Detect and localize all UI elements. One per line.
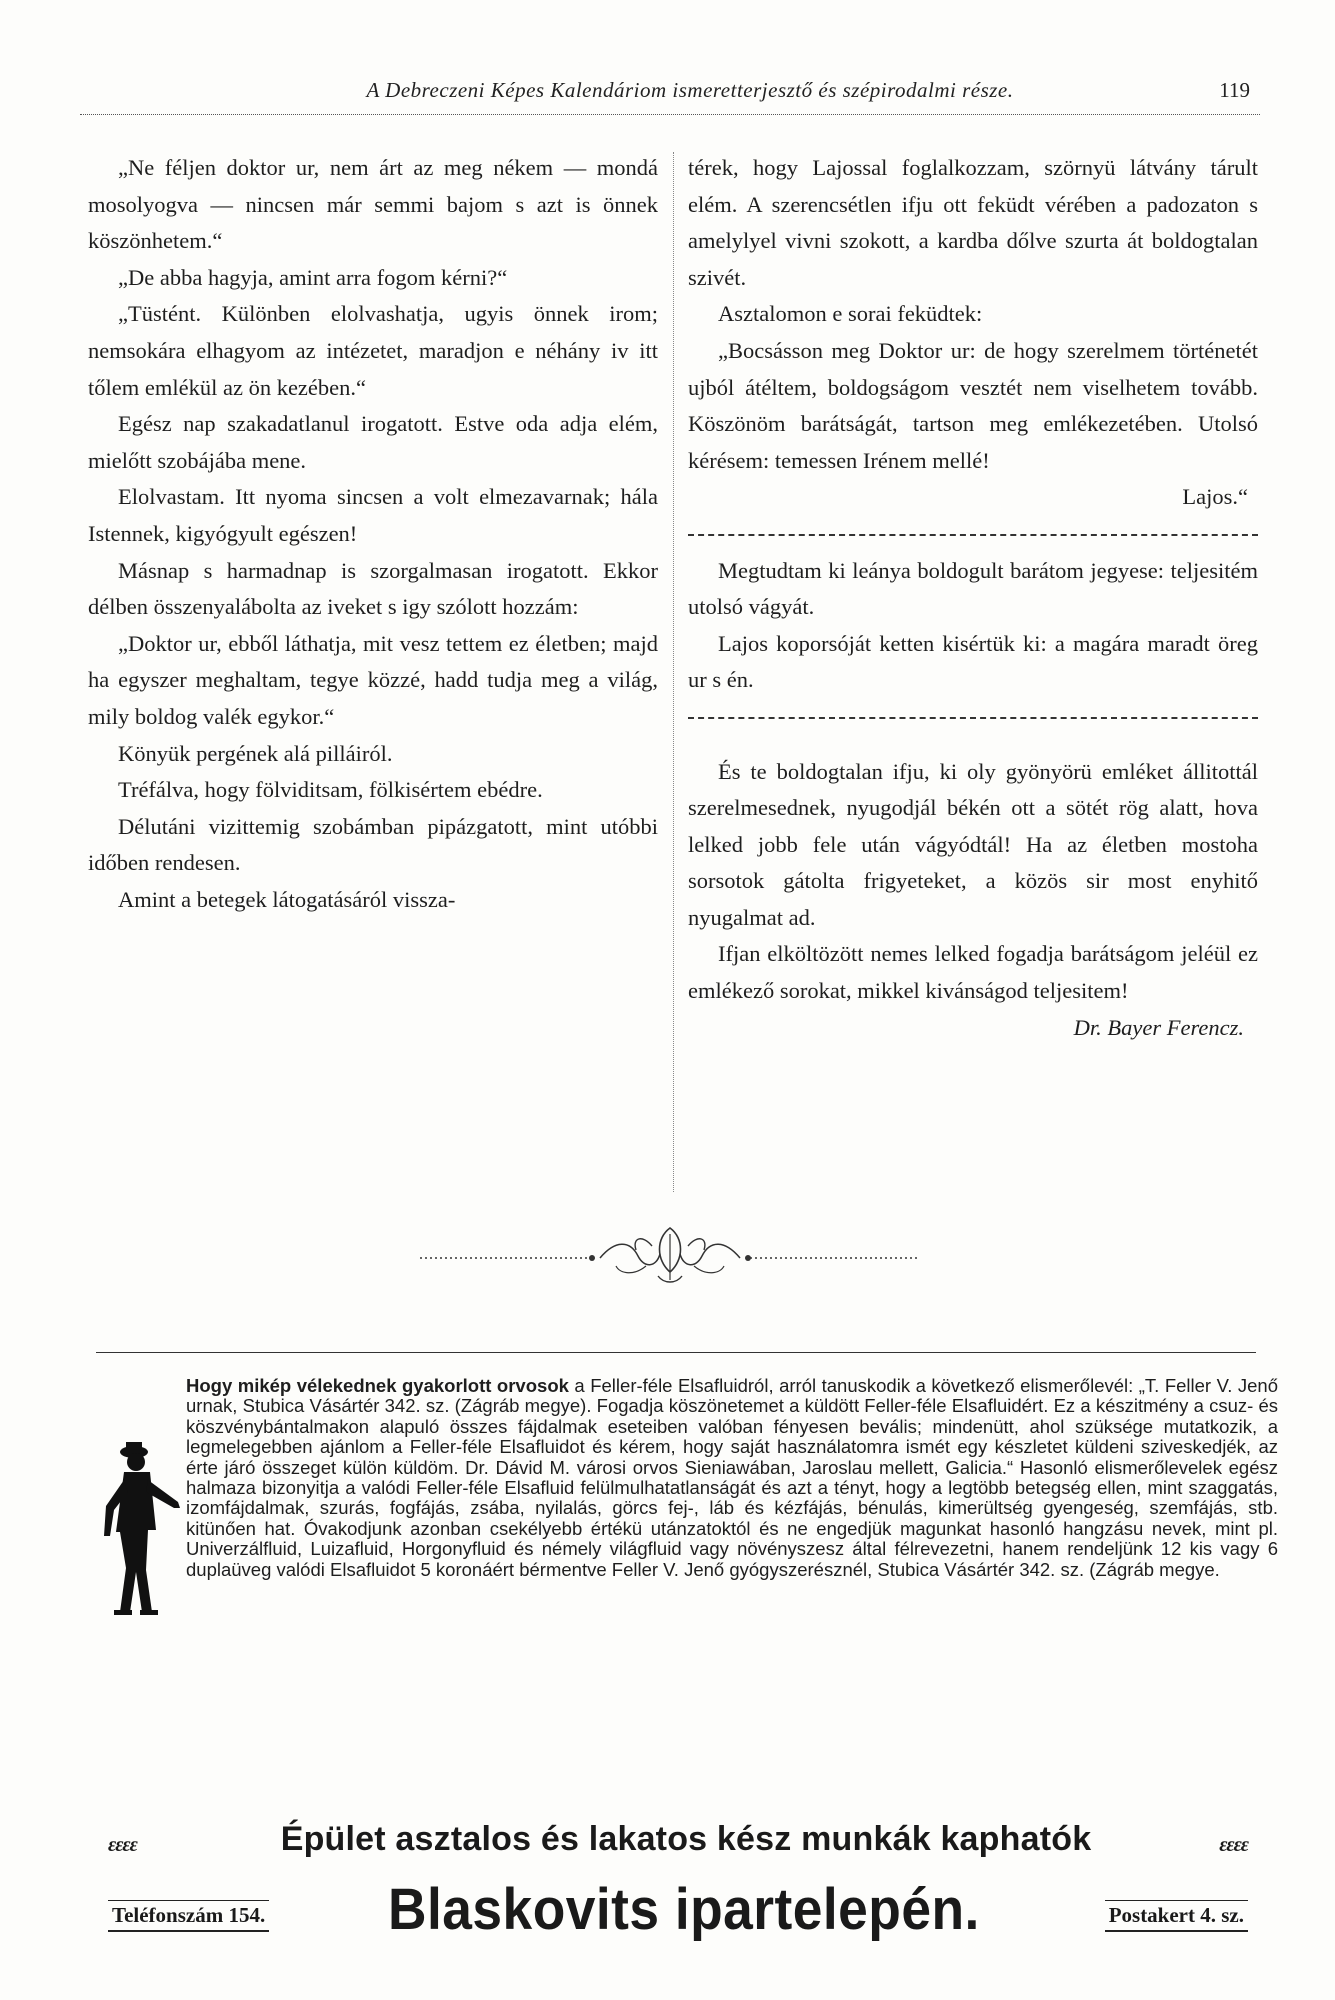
letter-text: „Bocsásson meg Doktor ur: de hogy szerelmem történetét ujból átéltem, boldogságom vesztét nem viselhetem tovább. Köszönöm barátságát, tartson meg emlékezetében. Utolsó kérésem: temessen Irénem mellé! — [688, 337, 1258, 473]
paragraph: Délutáni vizittemig szobámban pipázgatott, mint utóbbi időben rendesen. — [88, 813, 658, 876]
paragraph: Másnap s harmadnap is szorgalmasan irogatott. Ekkor délben összenyalábolta az iveket s igy szólott hozzám: — [88, 557, 658, 620]
paragraph: „De abba hagyja, amint arra fogom kérni?“ — [118, 264, 508, 290]
dashed-separator — [688, 699, 1258, 736]
paragraph: Ifjan elköltözött nemes lelked fogadja barátságom jeléül ez emlékező sorokat, mikkel kivánságod teljesitem! — [688, 941, 1258, 1004]
decorative-glyphs: ɛɛɛɛ — [1219, 1834, 1248, 1856]
elsafluid-advert — [96, 1376, 1278, 1600]
paragraph: Könyük pergének alá pilláiról. — [118, 740, 393, 766]
ornament-icon — [420, 1220, 920, 1290]
column-divider — [673, 152, 674, 1192]
advert-lead: Hogy mikép vélekednek gyakorlott orvosok — [186, 1375, 569, 1396]
paragraph: térek, hogy Lajossal foglalkozzam, szörnyü látvány tárult elém. A szerencsétlen ifju ott feküdt vérében a padozaton s amelylyel vivni szokott, a kardba dőlve szurta át boldogtalan szivét. — [688, 155, 1258, 290]
paragraph: „Doktor ur, ebből láthatja, mit vesz tettem ez életben; majd ha egyszer meghaltam, tegye közzé, hadd tudja meg a világ, mily boldog valék egykor.“ — [88, 630, 658, 729]
running-header — [80, 74, 1260, 114]
paragraph: Elolvastam. Itt nyoma sincsen a volt elmezavarnak; hála Istennek, kigyógyult egészen! — [88, 484, 658, 546]
paragraph: Asztalomon e sorai feküdtek: — [718, 301, 983, 327]
bottom-ad-headline-row — [108, 1820, 1258, 1870]
bottom-ad-company-row — [108, 1877, 1258, 1952]
running-title: A Debreczeni Képes Kalendáriom ismeretterjesztő és szépirodalmi része. — [366, 78, 1014, 102]
page-number: 119 — [1219, 78, 1250, 102]
article-left-column — [88, 150, 658, 918]
header-rule — [80, 114, 1260, 115]
paragraph: És te boldogtalan ifju, ki oly gyönyörü emléket állitottál szerelmesednek, nyugodjál békén ott a sötét rög alatt, hova lelked jobb fele után vágyódtál! Ha az életben mostoha sorsotok gátolta frigyeteket, a közös sir most enyhitő nyugalmat ad. — [688, 758, 1258, 930]
paragraph: „Ne féljen doktor ur, nem árt az meg nékem — mondá mosolyogva — nincsen már semmi bajom s azt is önnek köszönhetem.“ — [88, 155, 658, 254]
paragraph: Egész nap szakadatlanul irogatott. Estve oda adja elém, mielőtt szobájába mene. — [88, 411, 658, 473]
article-author: Dr. Bayer Ferencz. — [1073, 1014, 1244, 1040]
letter-signature-line — [688, 479, 1258, 516]
phone-number: Teléfonszám 154. — [108, 1900, 269, 1932]
company-name: Blaskovits ipartelepén. — [388, 1877, 980, 1942]
postal-address: Postakert 4. sz. — [1105, 1900, 1248, 1932]
paragraph: Amint a betegek látogatásáról vissza- — [118, 886, 456, 912]
decorative-glyphs: ɛɛɛɛ — [108, 1834, 137, 1856]
advert-body: Hasonló elismerőlevelek egész halmaza bizonyitja a valódi Feller-féle Elsafluid felülmulhatatlanságát és azt a tényt, hogy a legtöbb betegség ellen, mint szaggatás, izomfájdalmak, szurás, fogfájás, zsába, nyilalás, görcs fej-, láb és kézfájás, bénulás, kimerültség gyengeség, szemfájás, stb. kitünően hat. Óvakodjunk azonban csekélyebb értékü utánzatoktól és ne engedjük magunkat hasonló hangzásu nevek, mint pl. Univerzálfluid, Luizafluid, Horgonyfluid és némely világfluid vagy növényszesz által félrevezetni, hanem rendeljünk 12 kis vagy 6 duplaüveg valódi Elsafluidot 5 koronáért bérmentve Feller V. Jenő gyógyszerésznél, Stubica Vásártér 342. sz. (Zágráb megye. — [186, 1456, 1278, 1580]
article-right-column — [688, 150, 1258, 1046]
advert-rule — [96, 1352, 1256, 1353]
letter-signature: Lajos.“ — [1182, 484, 1248, 510]
paragraph: Megtudtam ki leánya boldogult barátom jegyese: teljesitém utolsó vágyát. — [688, 557, 1258, 620]
paragraph: Lajos koporsóját ketten kisértük ki: a magára maradt öreg ur s én. — [688, 630, 1258, 693]
advert-testimonial: a Feller-féle Elsafluidról, arról tanuskodik a következő elismerőlevél: „T. Feller V. Jenő urnak, Stubica Vásártér 342. sz. (Zágráb megye). Fogadja köszönetemet a küldött Feller-féle Elsafluidért. Ez a készitmény a csuz- és köszvénybántalmakon alapuló összes fájdalmak eseteiben valóban fényesen bevális; mindenütt, ahol szüksége mutatkozik, a legmelegebben ajánlom a Feller-féle Elsafluidot és kérem, hogy saját használatomra ismét egy készletet küldeni sziveskedjék, az érte járó összeget külön küldöm. Dr. Dávid M. városi orvos Sieniawában, Jaroslau mellett, Galicia.“ — [186, 1375, 1279, 1478]
dashed-separator — [688, 516, 1258, 553]
paragraph: „Tüstént. Különben elolvashatja, ugyis önnek irom; nemsokára elhagyom az intézetet, maradjon e néhány iv itt tőlem emlékül az ön kezében.“ — [88, 301, 658, 400]
paragraph: Tréfálva, hogy fölviditsam, fölkisértem ebédre. — [118, 777, 543, 803]
bottom-ad-headline: Épület asztalos és lakatos kész munkák kaphatók — [280, 1820, 1092, 1858]
